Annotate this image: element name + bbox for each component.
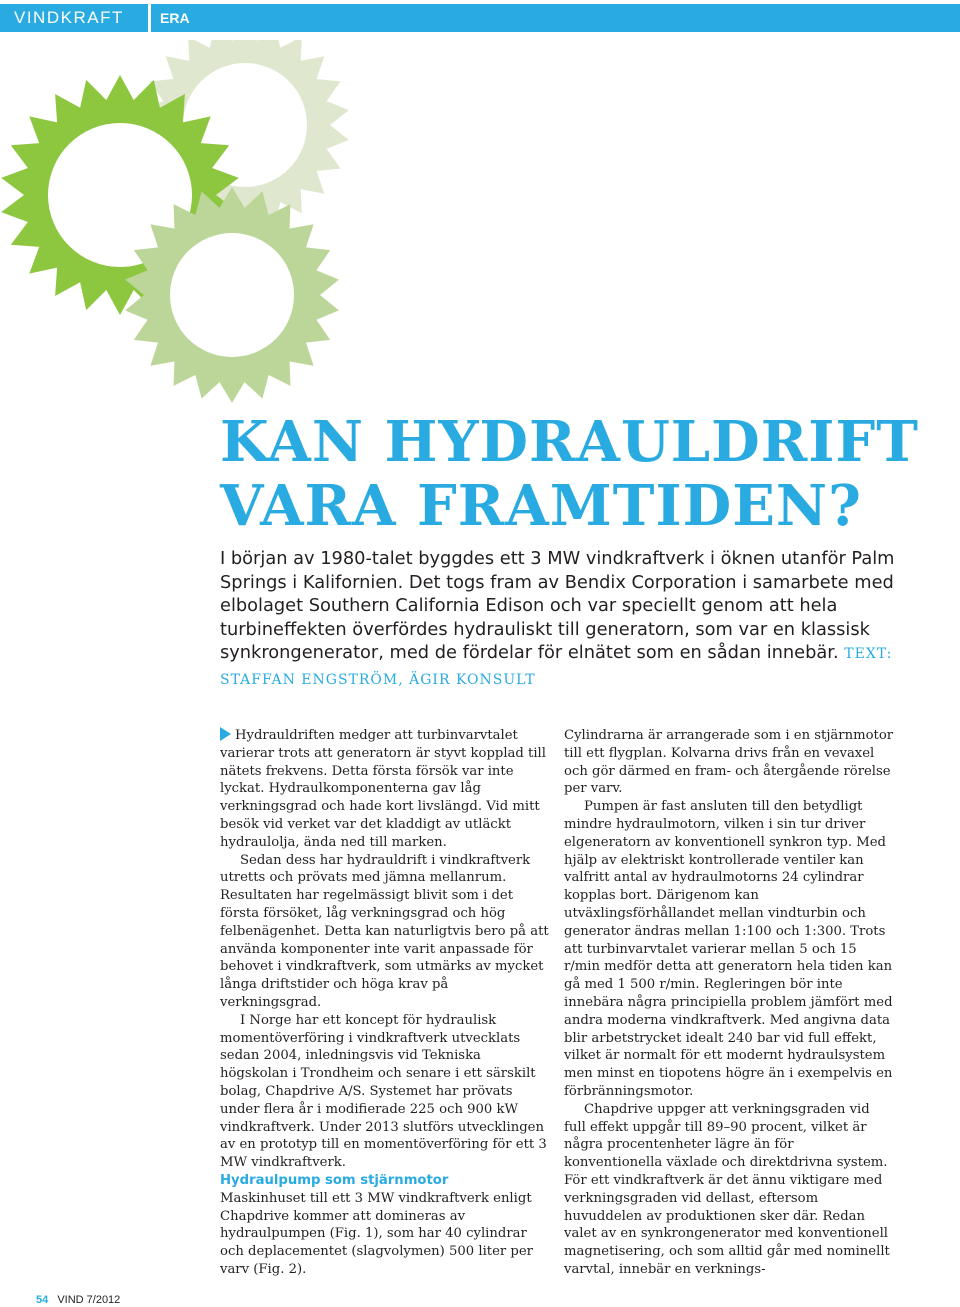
subheading: Hydraulpump som stjärnmotor: [220, 1172, 449, 1188]
body-paragraph: Sedan dess har hydrauldrift i vindkraftverk utretts och prövats med jämna mellanrum. Resultaten har regelmässigt blivit som i det första försöket, låg verkningsgrad och hög felbenägenhet. Detta kan naturligtvis bero på att använda komponenter inte varit anpassade för behovet i vindkraftverk, som utmärks av mycket långa driftstider och höga krav på verkningsgrad.: [220, 852, 549, 1010]
ingress-text: I början av 1980-talet byggdes ett 3 MW vindkraftverk i öknen utanför Palm Springs i Kalifornien. Det togs fram av Bendix Corporation i samarbete med elbolaget Southern California Edison och var speciellt genom att hela turbineffekten överfördes hydrauliskt till generatorn, som var en klassisk synkrongenerator, med de fördelar för elnätet som en sådan innebär.: [220, 548, 895, 664]
body-paragraph: I Norge har ett koncept för hydraulisk momentöverföring i vindkraftverk utvecklats sedan 2004, inledningsvis vid Tekniska högskolan i Trondheim och senare i ett särskilt bolag, Chapdrive A/S. Systemet har prövats under flera år i modifierade 225 och 900 kW vindkraftverk. Under 2013 slutförs utvecklingen av en prototyp till en momentöverföring för ett 3 MW vindkraftverk.: [220, 1012, 547, 1171]
headline-line-1: KAN HYDRAULDRIFT: [220, 409, 919, 475]
body-paragraph: Hydrauldriften medger att turbinvarvtalet varierar trots att generatorn är styvt kopplad till nätets frekvens. Detta första försök var inte lyckat. Hydraulkomponenterna gav låg verkningsgrad och hade kort livslängd. Vid mitt besök vid verket var det kladdigt av utläckt hydraulolja, ända ned till marken.: [220, 728, 546, 850]
headline-line-2: VARA FRAMTIDEN?: [220, 473, 862, 539]
body-column-right: [564, 727, 894, 1279]
gear-illustration: [0, 40, 420, 420]
top-bar: [0, 0, 960, 32]
page-number: 54: [36, 1294, 49, 1306]
section-label: VINDKRAFT: [0, 4, 148, 32]
article-ingress: [220, 547, 900, 693]
body-paragraph: Chapdrive uppger att verkningsgraden vid full effekt uppgår till 89–90 procent, vilket är några procentenheter lägre än för konventionella växlade och direktdrivna system. För ett vindkraftverk är det ännu viktigare med verkningsgraden vid dellast, eftersom huvuddelen av produktionen sker där. Redan valet av en synkrongenerator med konventionell magnetisering, och som alltid går med nominellt varvtal, innebär en verknings-: [564, 1101, 890, 1277]
issue-label: VIND 7/2012: [57, 1294, 121, 1306]
subsection-label: ERA: [151, 4, 960, 32]
body-paragraph: Pumpen är fast ansluten till den betydligt mindre hydraulmotorn, vilken i sin tur driver elgeneratorn av konventionell synkron typ. Med hjälp av elektriskt kontrollerade ventiler kan valfritt antal av hydraulmotorns 24 cylindrar kopplas bort. Därigenom kan utväxlingsförhållandet mellan vindturbin och generator ändras mellan 1:100 och 1:300. Trots att turbinvarvtalet varierar mellan 5 och 15 r/min medför detta att generatorn hela tiden kan gå med 1 500 r/min. Regleringen bör inte innebära några principiella problem jämfört med andra moderna vindkraftverk. Med angivna data blir arbetstrycket idealt 240 bar vid full effekt, vilket är normalt för ett modernt hydraulsystem men minst en tiopotens högre än i exempelvis en förbränningsmotor.: [564, 799, 893, 1099]
page-footer: [36, 1294, 120, 1306]
body-paragraph: Cylindrarna är arrangerade som i en stjärnmotor till ett flygplan. Kolvarna drivs från en vevaxel och gör därmed en fram- och återgående rörelse per varv.: [564, 728, 894, 797]
arrow-right-icon: [220, 727, 231, 741]
body-column-left: [220, 727, 550, 1279]
article-headline: [220, 410, 940, 538]
body-paragraph: Maskinhuset till ett 3 MW vindkraftverk enligt Chapdrive kommer att domineras av hydraulpumpen (Fig. 1), som har 40 cylindrar och deplacementet (slagvolymen) 500 liter per varv (Fig. 2).: [220, 1190, 533, 1277]
byline: TEXT: STAFFAN ENGSTRÖM, ÄGIR KONSULT: [220, 646, 893, 688]
